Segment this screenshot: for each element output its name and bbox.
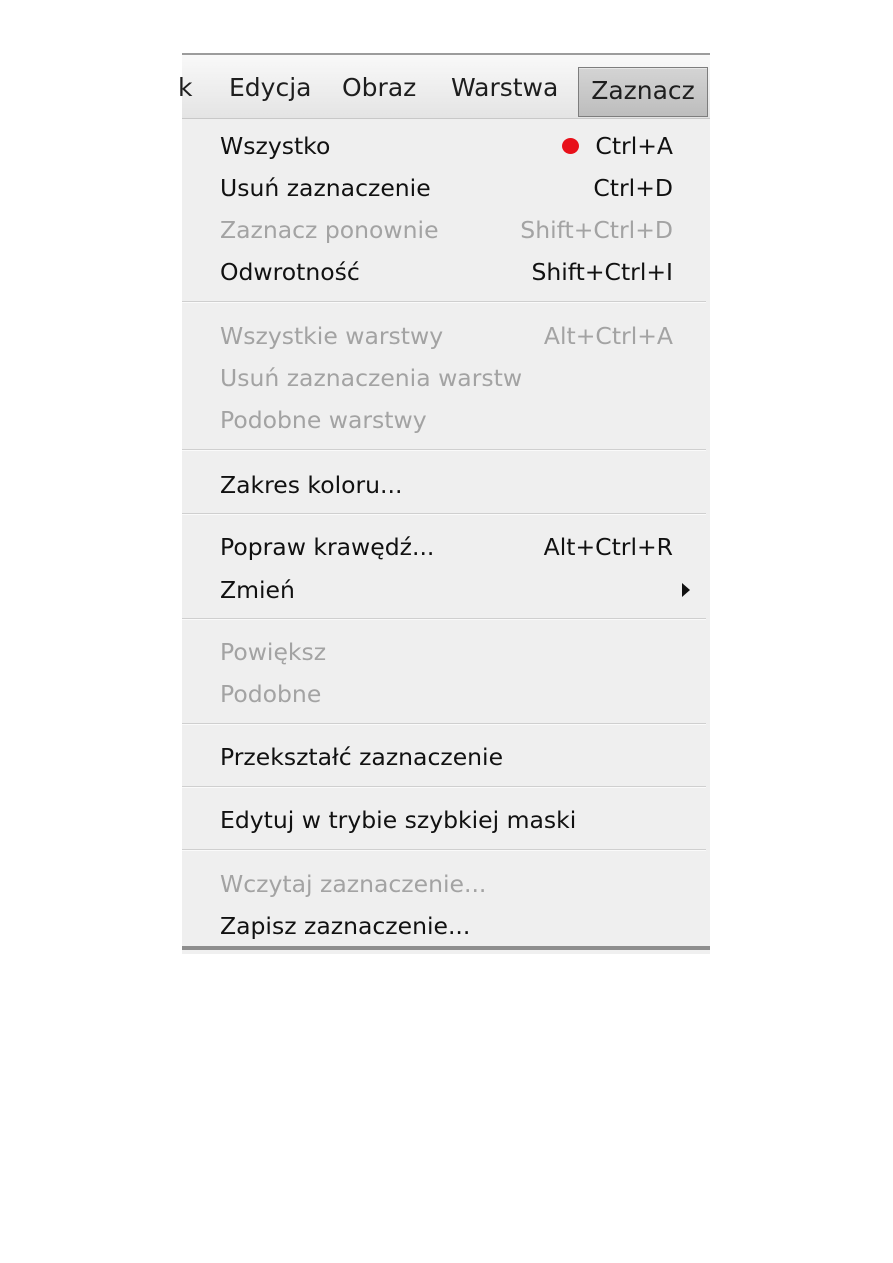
menu-item-label: Podobne warstwy [220,406,427,434]
menu-item-save-selection[interactable] [182,905,710,947]
menu-item-transform-selection[interactable] [182,736,710,778]
select-dropdown-menu [182,119,710,950]
menubar-item-zaznacz[interactable]: Zaznacz [578,67,708,117]
menubar-item-warstwa[interactable]: Warstwa [451,73,559,102]
menu-item-shortcut: Alt+Ctrl+A [543,322,673,350]
menu-item-label: Edytuj w trybie szybkiej maski [220,806,577,834]
menu-item-refine-edge[interactable] [182,526,710,568]
menu-item-label: Usuń zaznaczenie [220,174,431,202]
menu-item-shortcut: Shift+Ctrl+D [520,216,673,244]
menu-item-modify[interactable] [182,569,710,611]
menu-item-label: Odwrotność [220,258,360,286]
menu-item-shortcut: Shift+Ctrl+I [531,258,673,286]
menu-item-label: Popraw krawędź... [220,533,435,561]
menu-item-all-layers [182,315,710,357]
menubar-item-edycja[interactable]: Edycja [229,73,312,102]
menu-item-label: Wczytaj zaznaczenie... [220,870,487,898]
menu-item-shortcut: Alt+Ctrl+R [543,533,673,561]
menu-item-label: Wszystkie warstwy [220,322,444,350]
menu-item-similar [182,673,710,715]
menu-item-deselect-layers [182,357,710,399]
menu-separator [182,449,706,451]
menu-separator [182,786,706,788]
menu-item-label: Zaznacz ponownie [220,216,439,244]
menu-separator [182,723,706,725]
menu-separator [182,849,706,851]
menu-bar [178,55,710,119]
submenu-arrow-icon [682,583,690,597]
menu-item-color-range[interactable] [182,464,710,506]
menubar-item-partial[interactable]: k [178,73,193,102]
menu-item-deselect[interactable] [182,167,710,209]
menu-item-shortcut: Ctrl+D [593,174,673,202]
menu-item-quick-mask[interactable] [182,799,710,841]
menu-item-select-all[interactable] [182,125,710,167]
screenshot-region [178,53,710,954]
red-dot-icon [562,138,579,154]
menu-item-label: Wszystko [220,132,331,160]
menubar-item-obraz[interactable]: Obraz [342,73,417,102]
menu-item-similar-layers [182,399,710,441]
menu-separator [182,513,706,515]
menu-separator [182,301,706,303]
menu-item-reselect [182,209,710,251]
menu-item-grow [182,631,710,673]
menu-item-inverse[interactable] [182,251,710,293]
menu-separator [182,618,706,620]
menu-item-label: Zakres koloru... [220,471,403,499]
menu-item-label: Przekształć zaznaczenie [220,743,504,771]
menu-bottom-border [182,946,710,950]
menu-item-label: Zapisz zaznaczenie... [220,912,471,940]
menu-item-label: Powiększ [220,638,327,666]
menu-item-label: Zmień [220,576,295,604]
menu-item-label: Podobne [220,680,322,708]
menu-item-label: Usuń zaznaczenia warstw [220,364,523,392]
menu-item-load-selection [182,863,710,905]
menu-item-shortcut: Ctrl+A [595,132,673,160]
